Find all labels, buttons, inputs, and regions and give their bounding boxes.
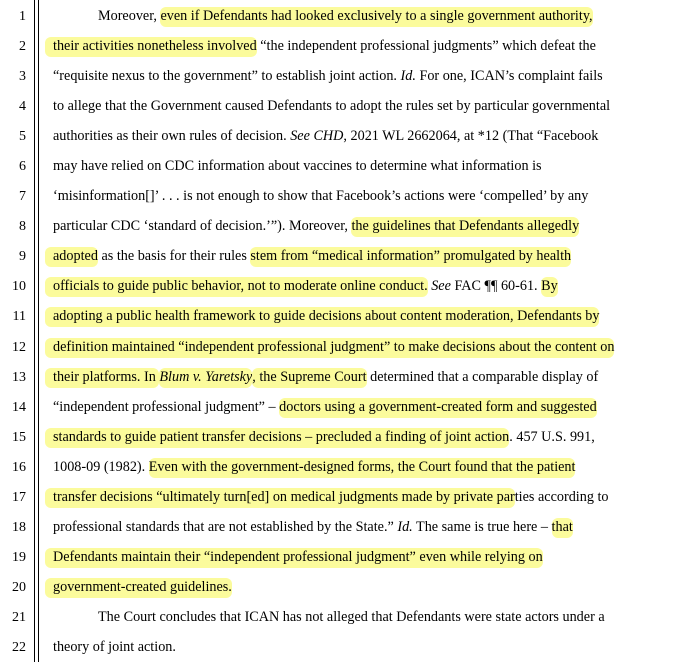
line-text xyxy=(53,216,579,236)
text-segment: Moreover, xyxy=(98,8,161,24)
text-segment: as the basis for their rules xyxy=(97,248,251,265)
text-segment: theory of joint action. xyxy=(53,638,176,655)
text-segment: For one, ICAN’s complaint fails xyxy=(415,68,603,85)
document-line xyxy=(0,152,693,182)
line-number: 10 xyxy=(12,279,26,295)
line-text xyxy=(53,517,573,537)
document-line xyxy=(0,92,693,122)
text-segment: ‘misinformation[]’ . . . is not enough to show that Facebook’s actions were ‘compelled’ by any xyxy=(53,188,589,205)
text-segment: The Court concludes that ICAN has not alleged that Defendants were state actors under a xyxy=(98,608,605,625)
document-line xyxy=(0,32,693,62)
line-number: 22 xyxy=(12,639,26,655)
highlighted-text: , the Supreme Court xyxy=(252,368,366,388)
highlighted-text: adopting a public health framework to guide decisions about content moderation, Defendants by xyxy=(45,307,599,327)
document-line xyxy=(0,423,693,453)
line-text xyxy=(53,337,614,357)
line-number: 9 xyxy=(19,249,26,265)
line-text xyxy=(53,66,603,86)
highlighted-text: Defendants maintain their “independent professional judgment” even while relying on xyxy=(45,548,543,568)
line-number: 19 xyxy=(12,549,26,565)
line-number: 4 xyxy=(19,99,26,115)
line-text xyxy=(53,276,558,296)
line-number: 17 xyxy=(12,489,26,505)
line-text xyxy=(53,547,543,567)
line-text xyxy=(53,246,571,266)
highlighted-text: stem from “medical information” promulgated by health xyxy=(250,247,571,267)
highlighted-text: the guidelines that Defendants allegedly xyxy=(351,217,579,237)
text-segment: “independent professional judgment” – xyxy=(53,398,280,415)
document-line xyxy=(0,513,693,543)
highlighted-text: transfer decisions “ultimately turn[ed] on medical judgments made by private par xyxy=(45,488,515,508)
highlighted-text: By xyxy=(541,277,558,297)
text-segment: ties according to xyxy=(514,488,609,505)
text-segment: determined that a comparable display of xyxy=(366,368,599,385)
line-number: 6 xyxy=(19,159,26,175)
document-line xyxy=(0,483,693,513)
italic-citation: Id. xyxy=(400,68,416,85)
line-text xyxy=(53,427,595,447)
text-segment: professional standards that are not established by the State.” xyxy=(53,518,398,535)
highlighted-text: definition maintained “independent professional judgment” to make decisions about the content on xyxy=(45,338,614,358)
text-segment: to allege that the Government caused Defendants to adopt the rules set by particular governmental xyxy=(53,98,611,115)
document-line xyxy=(0,242,693,272)
highlighted-text: officials to guide public behavior, not to moderate online conduct. xyxy=(45,277,428,297)
line-number: 20 xyxy=(12,579,26,595)
highlighted-text: even if Defendants had looked exclusively to a single government authority, xyxy=(160,7,592,27)
highlighted-text: government-created guidelines. xyxy=(45,578,232,598)
line-text xyxy=(53,457,575,477)
line-text xyxy=(53,397,597,417)
text-segment: The same is true here – xyxy=(412,518,552,535)
line-number: 1 xyxy=(19,9,26,24)
line-number: 8 xyxy=(19,219,26,235)
text-segment: , 2021 WL 2662064, at *12 (That “Facebook xyxy=(343,128,599,145)
highlighted-text: that xyxy=(552,518,573,538)
document-line xyxy=(0,302,693,332)
line-text xyxy=(53,577,232,597)
document-line xyxy=(0,272,693,302)
line-number: 7 xyxy=(19,189,26,205)
line-number: 12 xyxy=(12,339,26,355)
line-text xyxy=(53,306,599,326)
document-line xyxy=(0,182,693,212)
text-segment: “the independent professional judgments” which defeat the xyxy=(256,38,596,55)
document-line xyxy=(0,603,693,633)
line-text xyxy=(98,6,593,26)
line-text xyxy=(53,367,598,387)
italic-citation: Id. xyxy=(397,518,413,535)
document-line xyxy=(0,393,693,423)
document-line xyxy=(0,62,693,92)
text-segment: “requisite nexus to the government” to establish joint action. xyxy=(53,68,401,85)
line-number: 15 xyxy=(12,429,26,445)
highlighted-text: adopted xyxy=(45,247,98,267)
italic-citation: See xyxy=(431,278,451,295)
line-text xyxy=(53,156,542,176)
document-line xyxy=(0,633,693,663)
line-text xyxy=(53,637,176,657)
document-line xyxy=(0,212,693,242)
highlighted-text: doctors using a government-created form and suggested xyxy=(279,398,597,418)
text-segment: may have relied on CDC information about vaccines to determine what information is xyxy=(53,158,542,175)
text-segment: . 457 U.S. 991, xyxy=(509,428,595,445)
line-text xyxy=(98,607,605,627)
document-line xyxy=(0,363,693,393)
line-number: 18 xyxy=(12,519,26,535)
line-number: 13 xyxy=(12,369,26,385)
line-number: 14 xyxy=(12,399,26,415)
highlighted-text: Blum v. Yaretsky xyxy=(159,368,252,388)
document-line xyxy=(0,453,693,483)
highlighted-text: their platforms. In xyxy=(45,368,159,388)
text-segment: particular CDC ‘standard of decision.’”). Moreover, xyxy=(53,218,352,235)
line-text xyxy=(53,96,610,116)
highlighted-text: Even with the government-designed forms, the Court found that the patient xyxy=(149,458,576,478)
text-segment: 1008-09 (1982). xyxy=(53,458,149,475)
highlighted-text: standards to guide patient transfer decisions – precluded a finding of joint action xyxy=(45,428,509,448)
document-line xyxy=(0,573,693,603)
text-segment: FAC ¶¶ 60-61. xyxy=(450,278,542,295)
line-text xyxy=(53,186,588,206)
line-number: 2 xyxy=(19,39,26,55)
text-segment: authorities as their own rules of decision. xyxy=(53,128,291,145)
document-body xyxy=(0,2,693,663)
line-text xyxy=(53,487,609,507)
highlighted-text: their activities nonetheless involved xyxy=(45,37,257,57)
document-line xyxy=(0,122,693,152)
line-text xyxy=(53,126,598,146)
line-number: 21 xyxy=(12,609,26,625)
document-line xyxy=(0,2,693,32)
line-text xyxy=(53,36,596,56)
line-number: 16 xyxy=(12,459,26,475)
line-number: 3 xyxy=(19,69,26,85)
document-line xyxy=(0,543,693,573)
document-line xyxy=(0,333,693,363)
italic-citation: See CHD xyxy=(290,128,344,145)
line-number: 11 xyxy=(12,309,26,325)
line-number: 5 xyxy=(19,129,26,145)
